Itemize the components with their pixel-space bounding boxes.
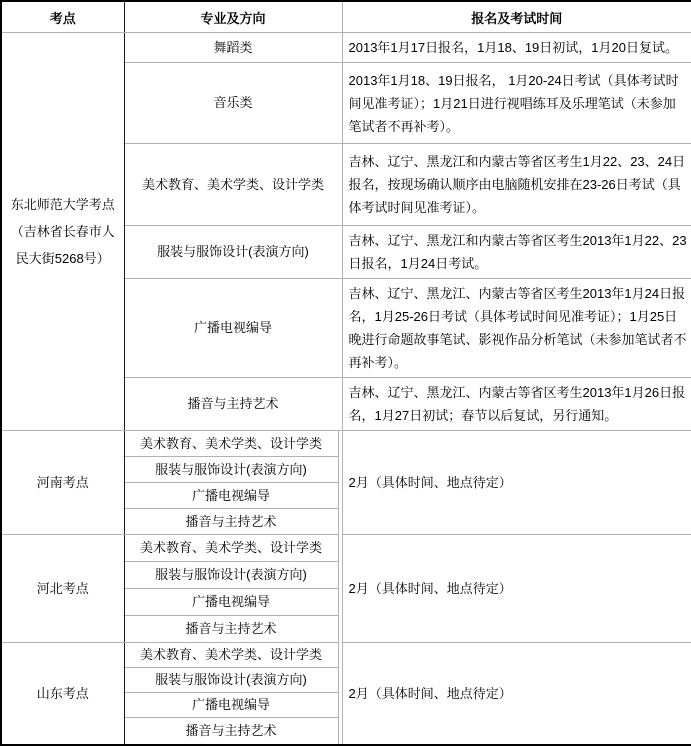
column-gap	[338, 616, 342, 643]
site-cell-hebei: 河北考点	[1, 535, 124, 643]
major-cell: 音乐类	[124, 63, 342, 144]
column-gap	[338, 589, 342, 616]
site-cell-northeast-normal-univ: 东北师范大学考点（吉林省长春市人民大街5268号）	[1, 33, 124, 431]
column-gap	[338, 509, 342, 535]
major-cell: 广播电视编导	[124, 693, 338, 718]
site-cell-henan: 河南考点	[1, 431, 124, 535]
column-gap	[338, 668, 342, 693]
major-cell: 美术教育、美术学类、设计学类	[124, 431, 338, 457]
header-major: 专业及方向	[124, 1, 342, 33]
time-cell: 2013年1月17日报名，1月18、19日初试，1月20日复试。	[342, 33, 691, 63]
table-row	[1, 431, 691, 457]
major-cell: 广播电视编导	[124, 589, 338, 616]
column-gap	[338, 483, 342, 509]
header-row	[1, 1, 691, 33]
major-cell: 服装与服饰设计(表演方向)	[124, 457, 338, 483]
major-cell: 美术教育、美术学类、设计学类	[124, 144, 342, 226]
time-cell: 吉林、辽宁、黑龙江、内蒙古等省区考生2013年1月26日报名，1月27日初试；春节以后复试，另行通知。	[342, 378, 691, 431]
time-cell: 吉林、辽宁、黑龙江和内蒙古等省区考生1月22、23、24日报名，按现场确认顺序由电脑随机安排在23-26日考试（具体考试时间见准考证）。	[342, 144, 691, 226]
major-cell: 服装与服饰设计(表演方向)	[124, 562, 338, 589]
column-gap	[338, 718, 342, 745]
major-cell: 播音与主持艺术	[124, 718, 338, 745]
time-cell-merged: 2月（具体时间、地点待定）	[342, 431, 691, 535]
site-cell-shandong: 山东考点	[1, 643, 124, 745]
major-cell: 播音与主持艺术	[124, 509, 338, 535]
table-row	[1, 535, 691, 562]
time-cell-merged: 2月（具体时间、地点待定）	[342, 643, 691, 745]
column-gap	[338, 562, 342, 589]
major-cell: 播音与主持艺术	[124, 378, 342, 431]
time-cell: 2013年1月18、19日报名， 1月20-24日考试（具体考试时间见准考证）；1月21日进行视唱练耳及乐理笔试（未参加笔试者不再补考）。	[342, 63, 691, 144]
column-gap	[338, 693, 342, 718]
table-row	[1, 33, 691, 63]
major-cell: 服装与服饰设计(表演方向)	[124, 668, 338, 693]
major-cell: 广播电视编导	[124, 483, 338, 509]
major-cell: 美术教育、美术学类、设计学类	[124, 535, 338, 562]
major-cell: 播音与主持艺术	[124, 616, 338, 643]
time-cell: 吉林、辽宁、黑龙江、内蒙古等省区考生2013年1月24日报名，1月25-26日考试（具体考试时间见准考证）；1月25日晚进行命题故事笔试、影视作品分析笔试（未参加笔试者不再补考）。	[342, 279, 691, 378]
header-time: 报名及考试时间	[342, 1, 691, 33]
major-cell: 服装与服饰设计(表演方向)	[124, 226, 342, 279]
major-cell: 舞蹈类	[124, 33, 342, 63]
column-gap	[338, 457, 342, 483]
table-row	[1, 643, 691, 668]
major-cell: 广播电视编导	[124, 279, 342, 378]
major-cell: 美术教育、美术学类、设计学类	[124, 643, 338, 668]
time-cell: 吉林、辽宁、黑龙江和内蒙古等省区考生2013年1月22、23日报名，1月24日考试。	[342, 226, 691, 279]
header-site: 考点	[1, 1, 124, 33]
time-cell-merged: 2月（具体时间、地点待定）	[342, 535, 691, 643]
